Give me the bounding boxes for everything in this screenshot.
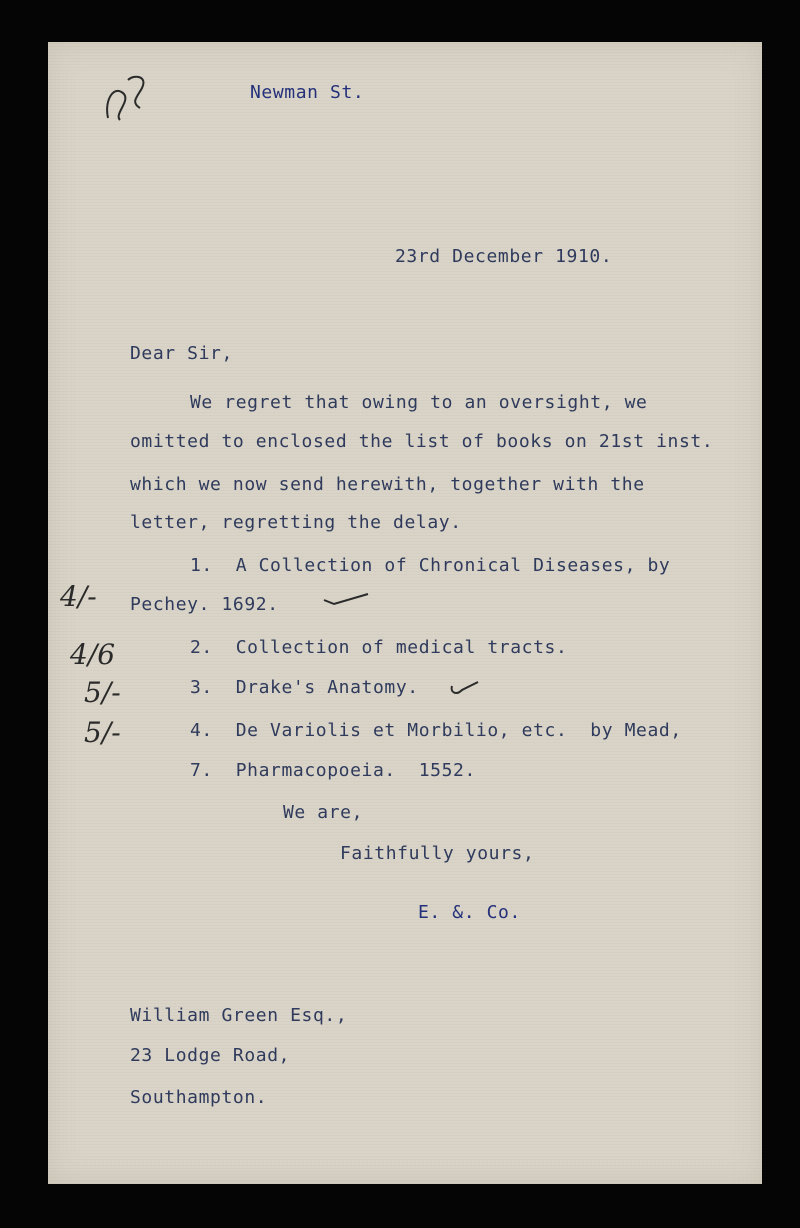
- handwritten-corner-mark: [100, 70, 160, 130]
- handwritten-price: 5/-: [84, 716, 121, 749]
- valediction: Faithfully yours,: [340, 843, 535, 864]
- body-line: We regret that owing to an oversight, we: [190, 392, 648, 413]
- book-item: 2. Collection of medical tracts.: [190, 637, 568, 658]
- handwritten-price: 4/6: [70, 638, 116, 671]
- book-item: 3. Drake's Anatomy.: [190, 677, 419, 698]
- book-item: 1. A Collection of Chronical Diseases, by: [190, 555, 671, 576]
- salutation: Dear Sir,: [130, 343, 233, 364]
- book-item-continuation: Pechey. 1692.: [130, 594, 279, 615]
- book-item: 4. De Variolis et Morbilio, etc. by Mead,: [190, 720, 682, 741]
- body-line: letter, regretting the delay.: [130, 512, 462, 533]
- address-line: Newman St.: [250, 82, 365, 103]
- handwritten-price: 5/-: [84, 676, 121, 709]
- signature: E. &. Co.: [418, 902, 521, 923]
- body-line: omitted to enclosed the list of books on 21st inst.: [130, 431, 714, 452]
- check-mark-icon: [448, 678, 482, 698]
- book-item: 7. Pharmacopoeia. 1552.: [190, 760, 476, 781]
- recipient-city: Southampton.: [130, 1087, 268, 1108]
- body-line: which we now send herewith, together with the: [130, 474, 645, 495]
- closing: We are,: [283, 802, 364, 823]
- handwritten-price: 4/-: [60, 580, 97, 613]
- check-mark-icon: [322, 588, 372, 608]
- recipient-name: William Green Esq.,: [130, 1005, 348, 1026]
- recipient-street: 23 Lodge Road,: [130, 1045, 291, 1066]
- letter-date: 23rd December 1910.: [395, 246, 613, 267]
